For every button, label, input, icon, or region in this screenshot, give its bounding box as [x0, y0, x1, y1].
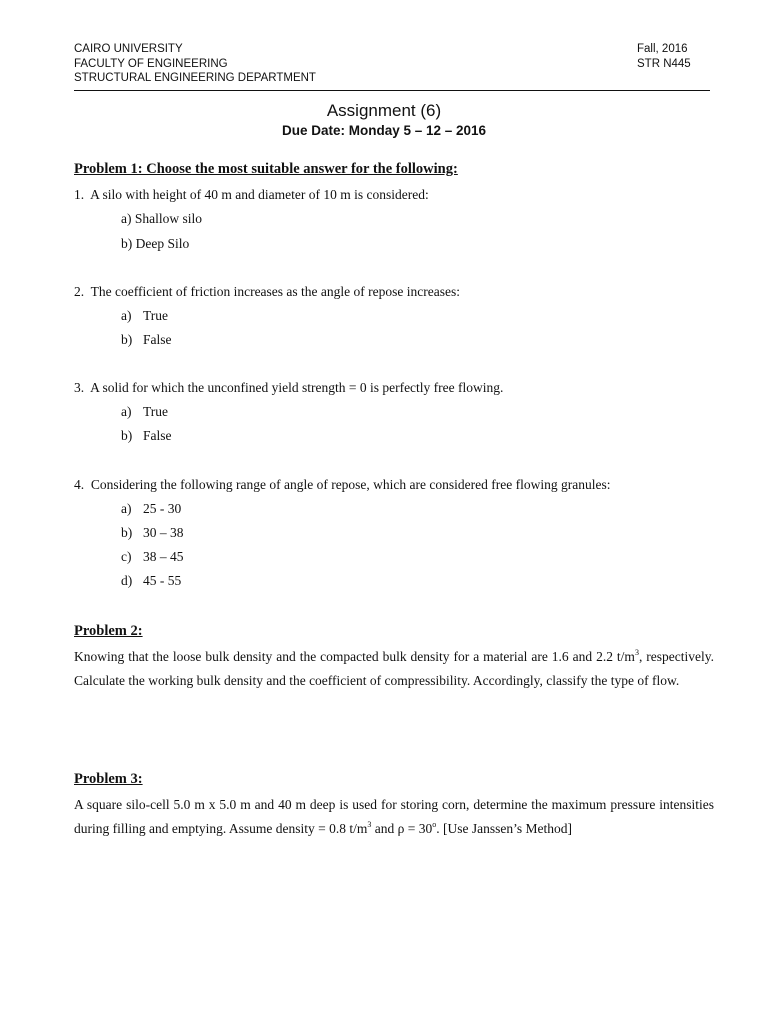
- option-text: 38 – 45: [143, 549, 184, 564]
- course-code: STR N445: [637, 57, 691, 70]
- option-text: 30 – 38: [143, 525, 184, 540]
- option-label: b): [121, 236, 133, 251]
- question-3: [74, 380, 503, 396]
- option-text: True: [143, 404, 169, 419]
- question-4: [74, 477, 610, 493]
- question-1: [74, 187, 429, 203]
- question-text: A solid for which the unconfined yield strength = 0 is perfectly free flowing.: [90, 380, 504, 395]
- problem3-text-3: . [Use Janssen’s Method]: [436, 821, 572, 837]
- question-text: Considering the following range of angle of repose, which are considered free flowing granules:: [90, 477, 611, 492]
- option-label: a): [121, 501, 132, 516]
- option-label: a): [121, 308, 132, 323]
- option-3a: [121, 404, 168, 420]
- course-header: [637, 42, 691, 71]
- option-label: a): [121, 404, 132, 419]
- question-number: 3.: [74, 380, 85, 395]
- problem3-heading: Problem 3:: [74, 771, 143, 787]
- option-label: d): [121, 573, 133, 588]
- option-text: 25 - 30: [143, 501, 182, 516]
- option-label: b): [121, 332, 133, 347]
- option-2a: [121, 308, 168, 324]
- option-text: 45 - 55: [143, 573, 182, 588]
- header-divider: [74, 90, 710, 91]
- option-label: b): [121, 428, 133, 443]
- option-label: c): [121, 549, 132, 564]
- option-text: False: [143, 332, 172, 347]
- question-text: The coefficient of friction increases as the angle of repose increases:: [90, 284, 460, 299]
- assignment-title: Assignment (6): [326, 101, 442, 120]
- option-text: True: [143, 308, 169, 323]
- superscript-cubed: 3: [367, 819, 372, 829]
- problem2-text-2: , respectively. Calculate the working bulk density and the coefficient of compressibility. Accordingly, classify the type of flow.: [74, 649, 714, 689]
- question-number: 1.: [74, 187, 85, 202]
- option-4d: [121, 573, 181, 589]
- problem3-body: [74, 793, 714, 842]
- question-number: 4.: [74, 477, 85, 492]
- faculty-name: FACULTY OF ENGINEERING: [74, 57, 228, 70]
- option-1a: [121, 211, 202, 227]
- superscript-degree: o: [432, 819, 437, 829]
- option-text: Deep Silo: [135, 236, 190, 251]
- option-4b: [121, 525, 184, 541]
- problem2-text-1: Knowing that the loose bulk density and the compacted bulk density for a material are 1.6 and 2.2 t/m: [74, 649, 635, 664]
- option-2b: [121, 332, 172, 348]
- department-name: STRUCTURAL ENGINEERING DEPARTMENT: [74, 72, 316, 84]
- option-label: a): [121, 211, 132, 226]
- university-name: CAIRO UNIVERSITY: [74, 43, 183, 55]
- option-4a: [121, 501, 181, 517]
- option-text: False: [143, 428, 172, 443]
- option-3b: [121, 428, 172, 444]
- problem3-text-2: and ρ = 30: [371, 821, 433, 837]
- due-date: Due Date: Monday 5 – 12 – 2016: [281, 123, 487, 138]
- question-text: A silo with height of 40 m and diameter of 10 m is considered:: [90, 187, 429, 202]
- problem2-body: [74, 645, 714, 694]
- option-4c: [121, 549, 184, 565]
- problem1-heading: Problem 1: Choose the most suitable answer for the following:: [74, 161, 458, 177]
- semester: Fall, 2016: [637, 43, 688, 55]
- question-number: 2.: [74, 284, 85, 299]
- problem3-text-1: A square silo-cell 5.0 m x 5.0 m and 40 m deep is used for storing corn, determine the maximum pressure intensities during filling and emptying. Assume density = 0.8 t/m: [74, 797, 714, 837]
- problem2-heading: Problem 2:: [74, 623, 143, 639]
- option-1b: [121, 236, 189, 252]
- university-header: [74, 42, 316, 86]
- superscript-cubed: 3: [634, 647, 639, 657]
- question-2: [74, 284, 460, 300]
- option-text: Shallow silo: [134, 211, 203, 226]
- option-label: b): [121, 525, 133, 540]
